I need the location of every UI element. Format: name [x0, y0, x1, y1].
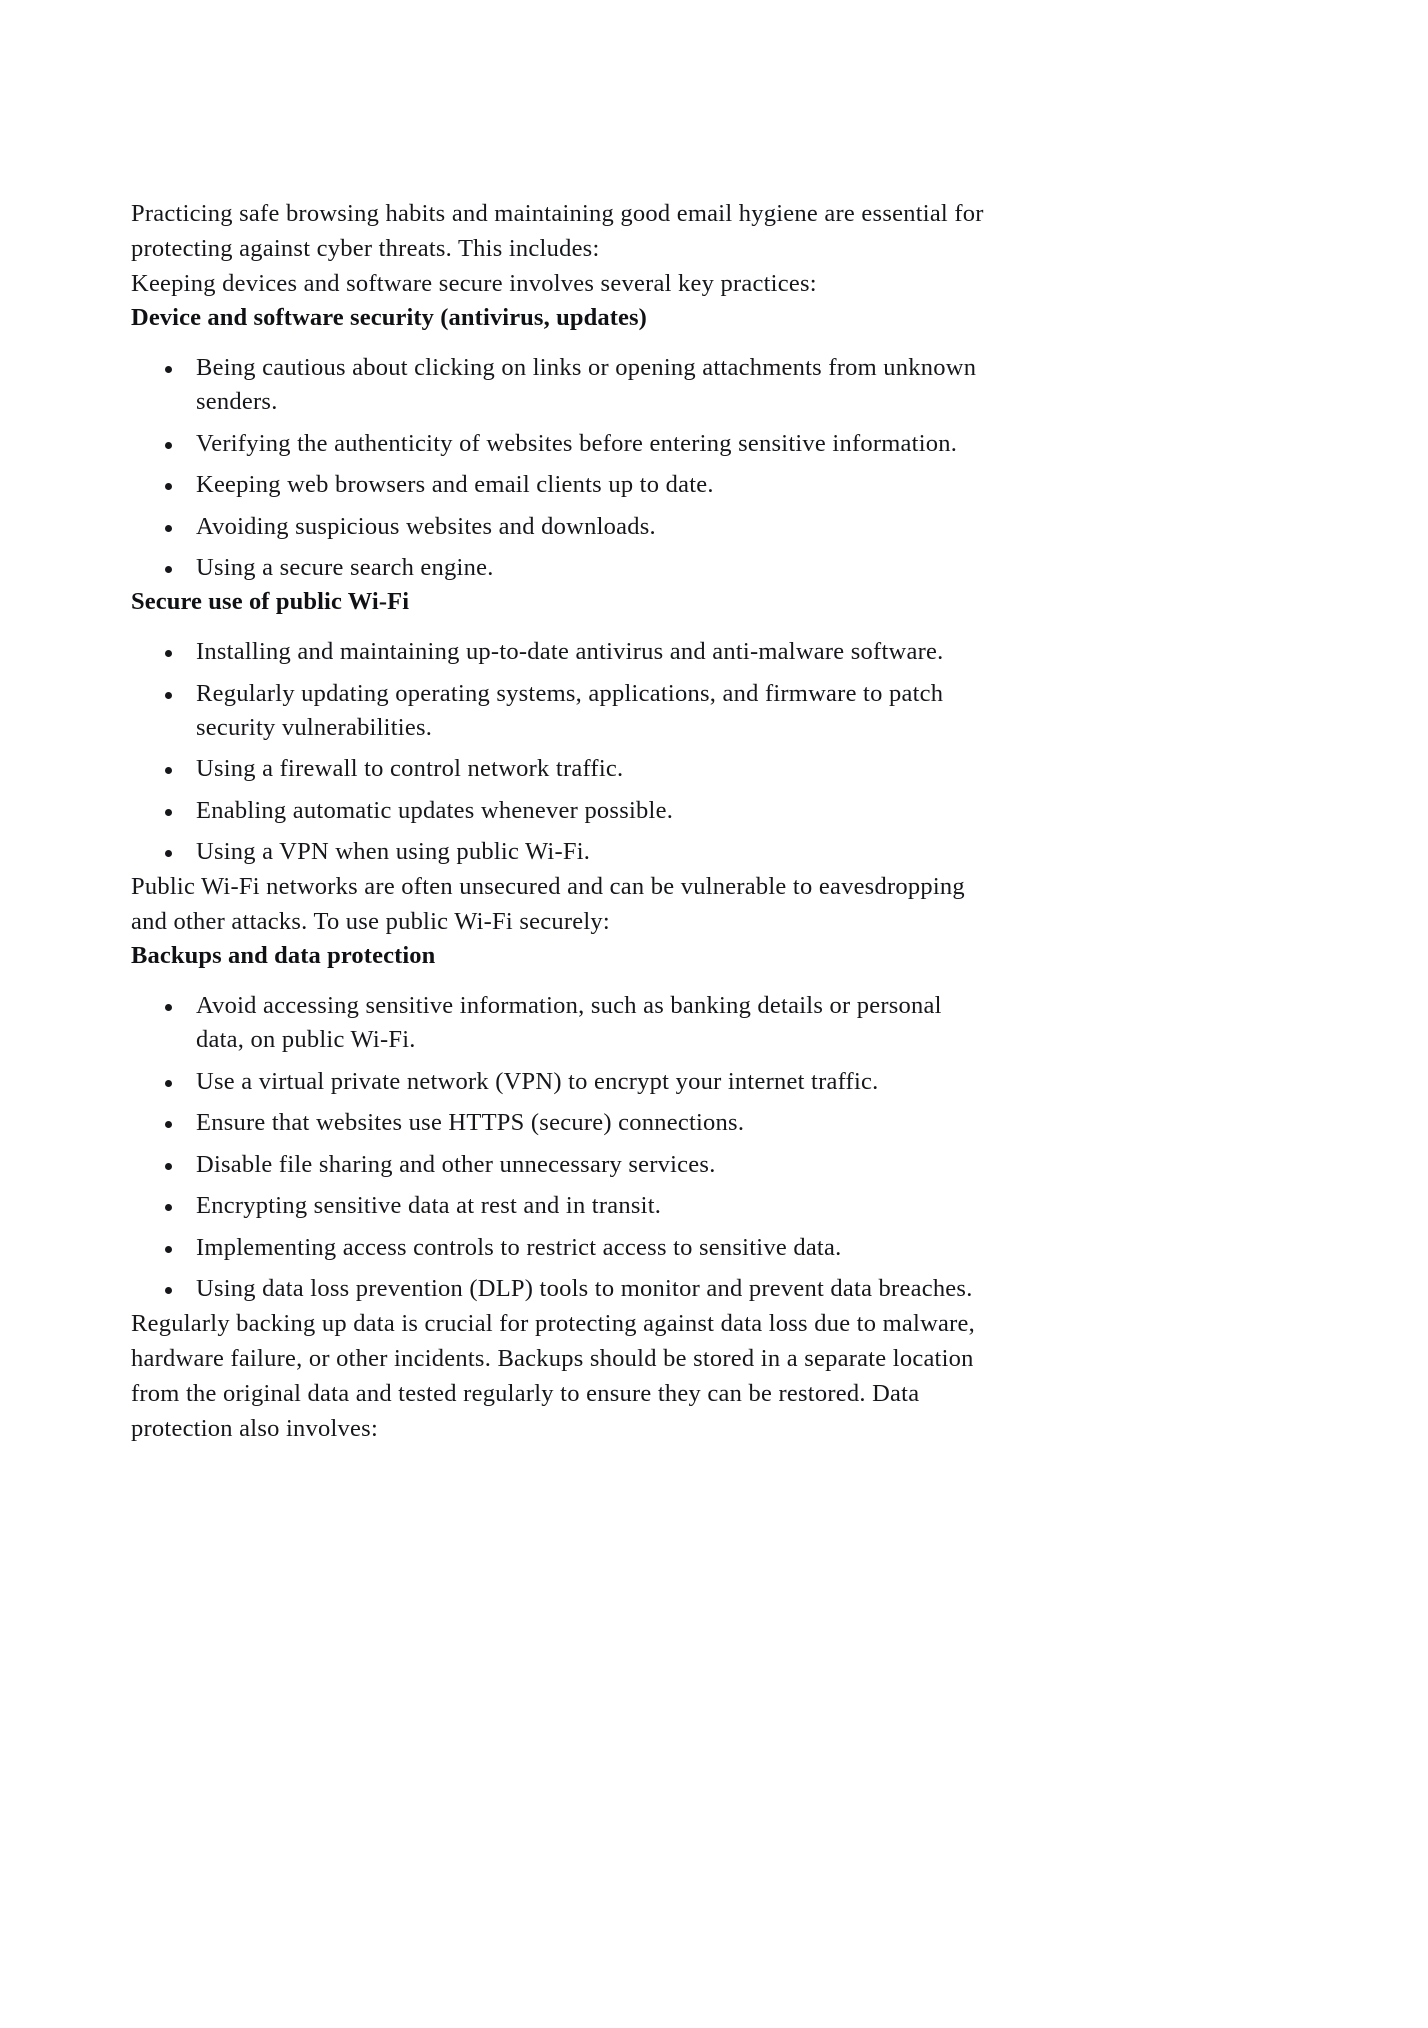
list-item: Ensure that websites use HTTPS (secure) connections.	[131, 1106, 993, 1140]
list-item: Encrypting sensitive data at rest and in transit.	[131, 1189, 993, 1223]
list-item: Using a VPN when using public Wi-Fi.	[131, 835, 993, 869]
list-item: Regularly updating operating systems, applications, and firmware to patch security vulnerabilities.	[131, 677, 993, 745]
list-item: Implementing access controls to restrict access to sensitive data.	[131, 1231, 993, 1265]
device-security-list	[131, 351, 993, 585]
list-item: Installing and maintaining up-to-date antivirus and anti-malware software.	[131, 635, 993, 669]
devices-intro-paragraph: Keeping devices and software secure involves several key practices:	[131, 270, 817, 297]
list-item: Use a virtual private network (VPN) to encrypt your internet traffic.	[131, 1065, 993, 1099]
public-wifi-paragraph: Public Wi-Fi networks are often unsecured and can be vulnerable to eavesdropping and other attacks. To use public Wi-Fi securely:	[131, 873, 965, 935]
section-heading-device-software-security: Device and software security (antivirus, updates)	[131, 304, 647, 331]
list-item: Verifying the authenticity of websites before entering sensitive information.	[131, 427, 993, 461]
list-item: Using a firewall to control network traffic.	[131, 752, 993, 786]
backups-paragraph: Regularly backing up data is crucial for protecting against data loss due to malware, hardware failure, or other incidents. Backups should be stored in a separate location from the original data and tested regularly to ensure they can be restored. Data protection also involves:	[131, 1310, 976, 1442]
list-item: Keeping web browsers and email clients up to date.	[131, 468, 993, 502]
list-item: Using a secure search engine.	[131, 551, 993, 585]
section-heading-secure-public-wifi: Secure use of public Wi-Fi	[131, 588, 410, 615]
list-item: Avoid accessing sensitive information, such as banking details or personal data, on public Wi-Fi.	[131, 989, 993, 1057]
list-item: Enabling automatic updates whenever possible.	[131, 794, 993, 828]
list-item: Using data loss prevention (DLP) tools to monitor and prevent data breaches.	[131, 1272, 993, 1306]
document-body	[131, 196, 993, 1446]
intro-paragraph: Practicing safe browsing habits and maintaining good email hygiene are essential for protecting against cyber threats. This includes:	[131, 200, 984, 262]
list-item: Disable file sharing and other unnecessary services.	[131, 1148, 993, 1182]
public-wifi-list	[131, 635, 993, 869]
list-item: Being cautious about clicking on links or opening attachments from unknown senders.	[131, 351, 993, 419]
section-heading-backups-data-protection: Backups and data protection	[131, 942, 436, 969]
list-item: Avoiding suspicious websites and downloads.	[131, 510, 993, 544]
backups-data-protection-list	[131, 989, 993, 1306]
